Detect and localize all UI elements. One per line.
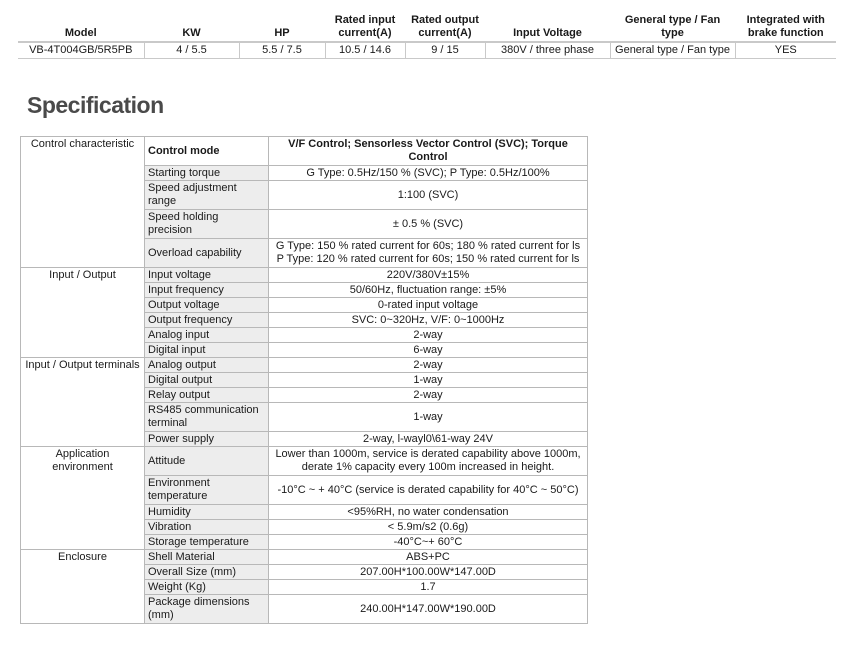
category-enclosure: Enclosure bbox=[21, 550, 145, 624]
category-io-terminals: Input / Output terminals bbox=[21, 358, 145, 447]
spec-value: 1:100 (SVC) bbox=[269, 181, 588, 210]
spec-item: Input voltage bbox=[145, 268, 269, 283]
model-cell-brake: YES bbox=[735, 42, 836, 59]
model-table-row bbox=[18, 42, 836, 59]
spec-item: Environment temperature bbox=[145, 476, 269, 505]
spec-value: -40°C~+ 60°C bbox=[269, 535, 588, 550]
model-cell-input-current: 10.5 / 14.6 bbox=[325, 42, 405, 59]
model-header-model: Model bbox=[18, 12, 144, 42]
spec-value: Lower than 1000m, service is derated capability above 1000m, derate 1% capacity every 100m increased in height. bbox=[269, 447, 588, 476]
spec-row bbox=[21, 550, 588, 565]
spec-value: G Type: 150 % rated current for 60s; 180 % rated current for ls P Type: 120 % rated current for 60s; 150 % rated current for ls bbox=[269, 239, 588, 268]
spec-item: Analog output bbox=[145, 358, 269, 373]
model-table-header-row bbox=[18, 12, 836, 42]
spec-value: G Type: 0.5Hz/150 % (SVC); P Type: 0.5Hz/100% bbox=[269, 166, 588, 181]
spec-item: Analog input bbox=[145, 328, 269, 343]
category-control-characteristic: Control characteristic bbox=[21, 137, 145, 268]
spec-item: Attitude bbox=[145, 447, 269, 476]
spec-value: 240.00H*147.00W*190.00D bbox=[269, 595, 588, 624]
spec-item: Relay output bbox=[145, 388, 269, 403]
spec-item: Power supply bbox=[145, 432, 269, 447]
spec-item: Weight (Kg) bbox=[145, 580, 269, 595]
spec-value: 220V/380V±15% bbox=[269, 268, 588, 283]
model-cell-model: VB-4T004GB/5R5PB bbox=[18, 42, 144, 59]
category-application-environment: Application environment bbox=[21, 447, 145, 550]
spec-row bbox=[21, 447, 588, 476]
model-header-output-current: Rated output current(A) bbox=[405, 12, 485, 42]
spec-item: Storage temperature bbox=[145, 535, 269, 550]
spec-value: V/F Control; Sensorless Vector Control (SVC); Torque Control bbox=[269, 137, 588, 166]
model-header-fan-type: General type / Fan type bbox=[610, 12, 735, 42]
spec-item: Speed adjustment range bbox=[145, 181, 269, 210]
spec-value: 1-way bbox=[269, 373, 588, 388]
spec-item: Vibration bbox=[145, 520, 269, 535]
spec-item: Starting torque bbox=[145, 166, 269, 181]
spec-value: < 5.9m/s2 (0.6g) bbox=[269, 520, 588, 535]
spec-item: Overall Size (mm) bbox=[145, 565, 269, 580]
spec-row bbox=[21, 358, 588, 373]
page-title: Specification bbox=[27, 92, 164, 118]
spec-table bbox=[20, 136, 588, 624]
spec-item: Output frequency bbox=[145, 313, 269, 328]
model-cell-input-voltage: 380V / three phase bbox=[485, 42, 610, 59]
spec-item: Digital output bbox=[145, 373, 269, 388]
spec-value: 50/60Hz, fluctuation range: ±5% bbox=[269, 283, 588, 298]
model-table bbox=[18, 12, 836, 59]
spec-value: 2-way bbox=[269, 358, 588, 373]
spec-item: Overload capability bbox=[145, 239, 269, 268]
spec-value: SVC: 0~320Hz, V/F: 0~1000Hz bbox=[269, 313, 588, 328]
spec-item: Package dimensions (mm) bbox=[145, 595, 269, 624]
model-cell-kw: 4 / 5.5 bbox=[144, 42, 239, 59]
spec-value: 2-way, l-wayl0\61-way 24V bbox=[269, 432, 588, 447]
spec-value: 1.7 bbox=[269, 580, 588, 595]
spec-item: Input frequency bbox=[145, 283, 269, 298]
model-cell-fan-type: General type / Fan type bbox=[610, 42, 735, 59]
spec-row bbox=[21, 268, 588, 283]
spec-item: Humidity bbox=[145, 505, 269, 520]
spec-value: ± 0.5 % (SVC) bbox=[269, 210, 588, 239]
model-header-input-current: Rated input current(A) bbox=[325, 12, 405, 42]
spec-value: -10°C ~ + 40°C (service is derated capability for 40°C ~ 50°C) bbox=[269, 476, 588, 505]
spec-item: RS485 communication terminal bbox=[145, 403, 269, 432]
model-header-kw: KW bbox=[144, 12, 239, 42]
spec-value: 0-rated input voltage bbox=[269, 298, 588, 313]
model-header-brake: Integrated with brake function bbox=[735, 12, 836, 42]
spec-item: Control mode bbox=[145, 137, 269, 166]
spec-value: 2-way bbox=[269, 388, 588, 403]
spec-value: 1-way bbox=[269, 403, 588, 432]
spec-value: ABS+PC bbox=[269, 550, 588, 565]
spec-item: Shell Material bbox=[145, 550, 269, 565]
spec-value: 6-way bbox=[269, 343, 588, 358]
spec-item: Digital input bbox=[145, 343, 269, 358]
model-cell-output-current: 9 / 15 bbox=[405, 42, 485, 59]
spec-row-control-mode bbox=[21, 137, 588, 166]
category-input-output: Input / Output bbox=[21, 268, 145, 358]
spec-value: 207.00H*100.00W*147.00D bbox=[269, 565, 588, 580]
spec-item: Speed holding precision bbox=[145, 210, 269, 239]
spec-value: 2-way bbox=[269, 328, 588, 343]
spec-item: Output voltage bbox=[145, 298, 269, 313]
model-header-hp: HP bbox=[239, 12, 325, 42]
spec-value: <95%RH, no water condensation bbox=[269, 505, 588, 520]
model-header-input-voltage: Input Voltage bbox=[485, 12, 610, 42]
model-cell-hp: 5.5 / 7.5 bbox=[239, 42, 325, 59]
